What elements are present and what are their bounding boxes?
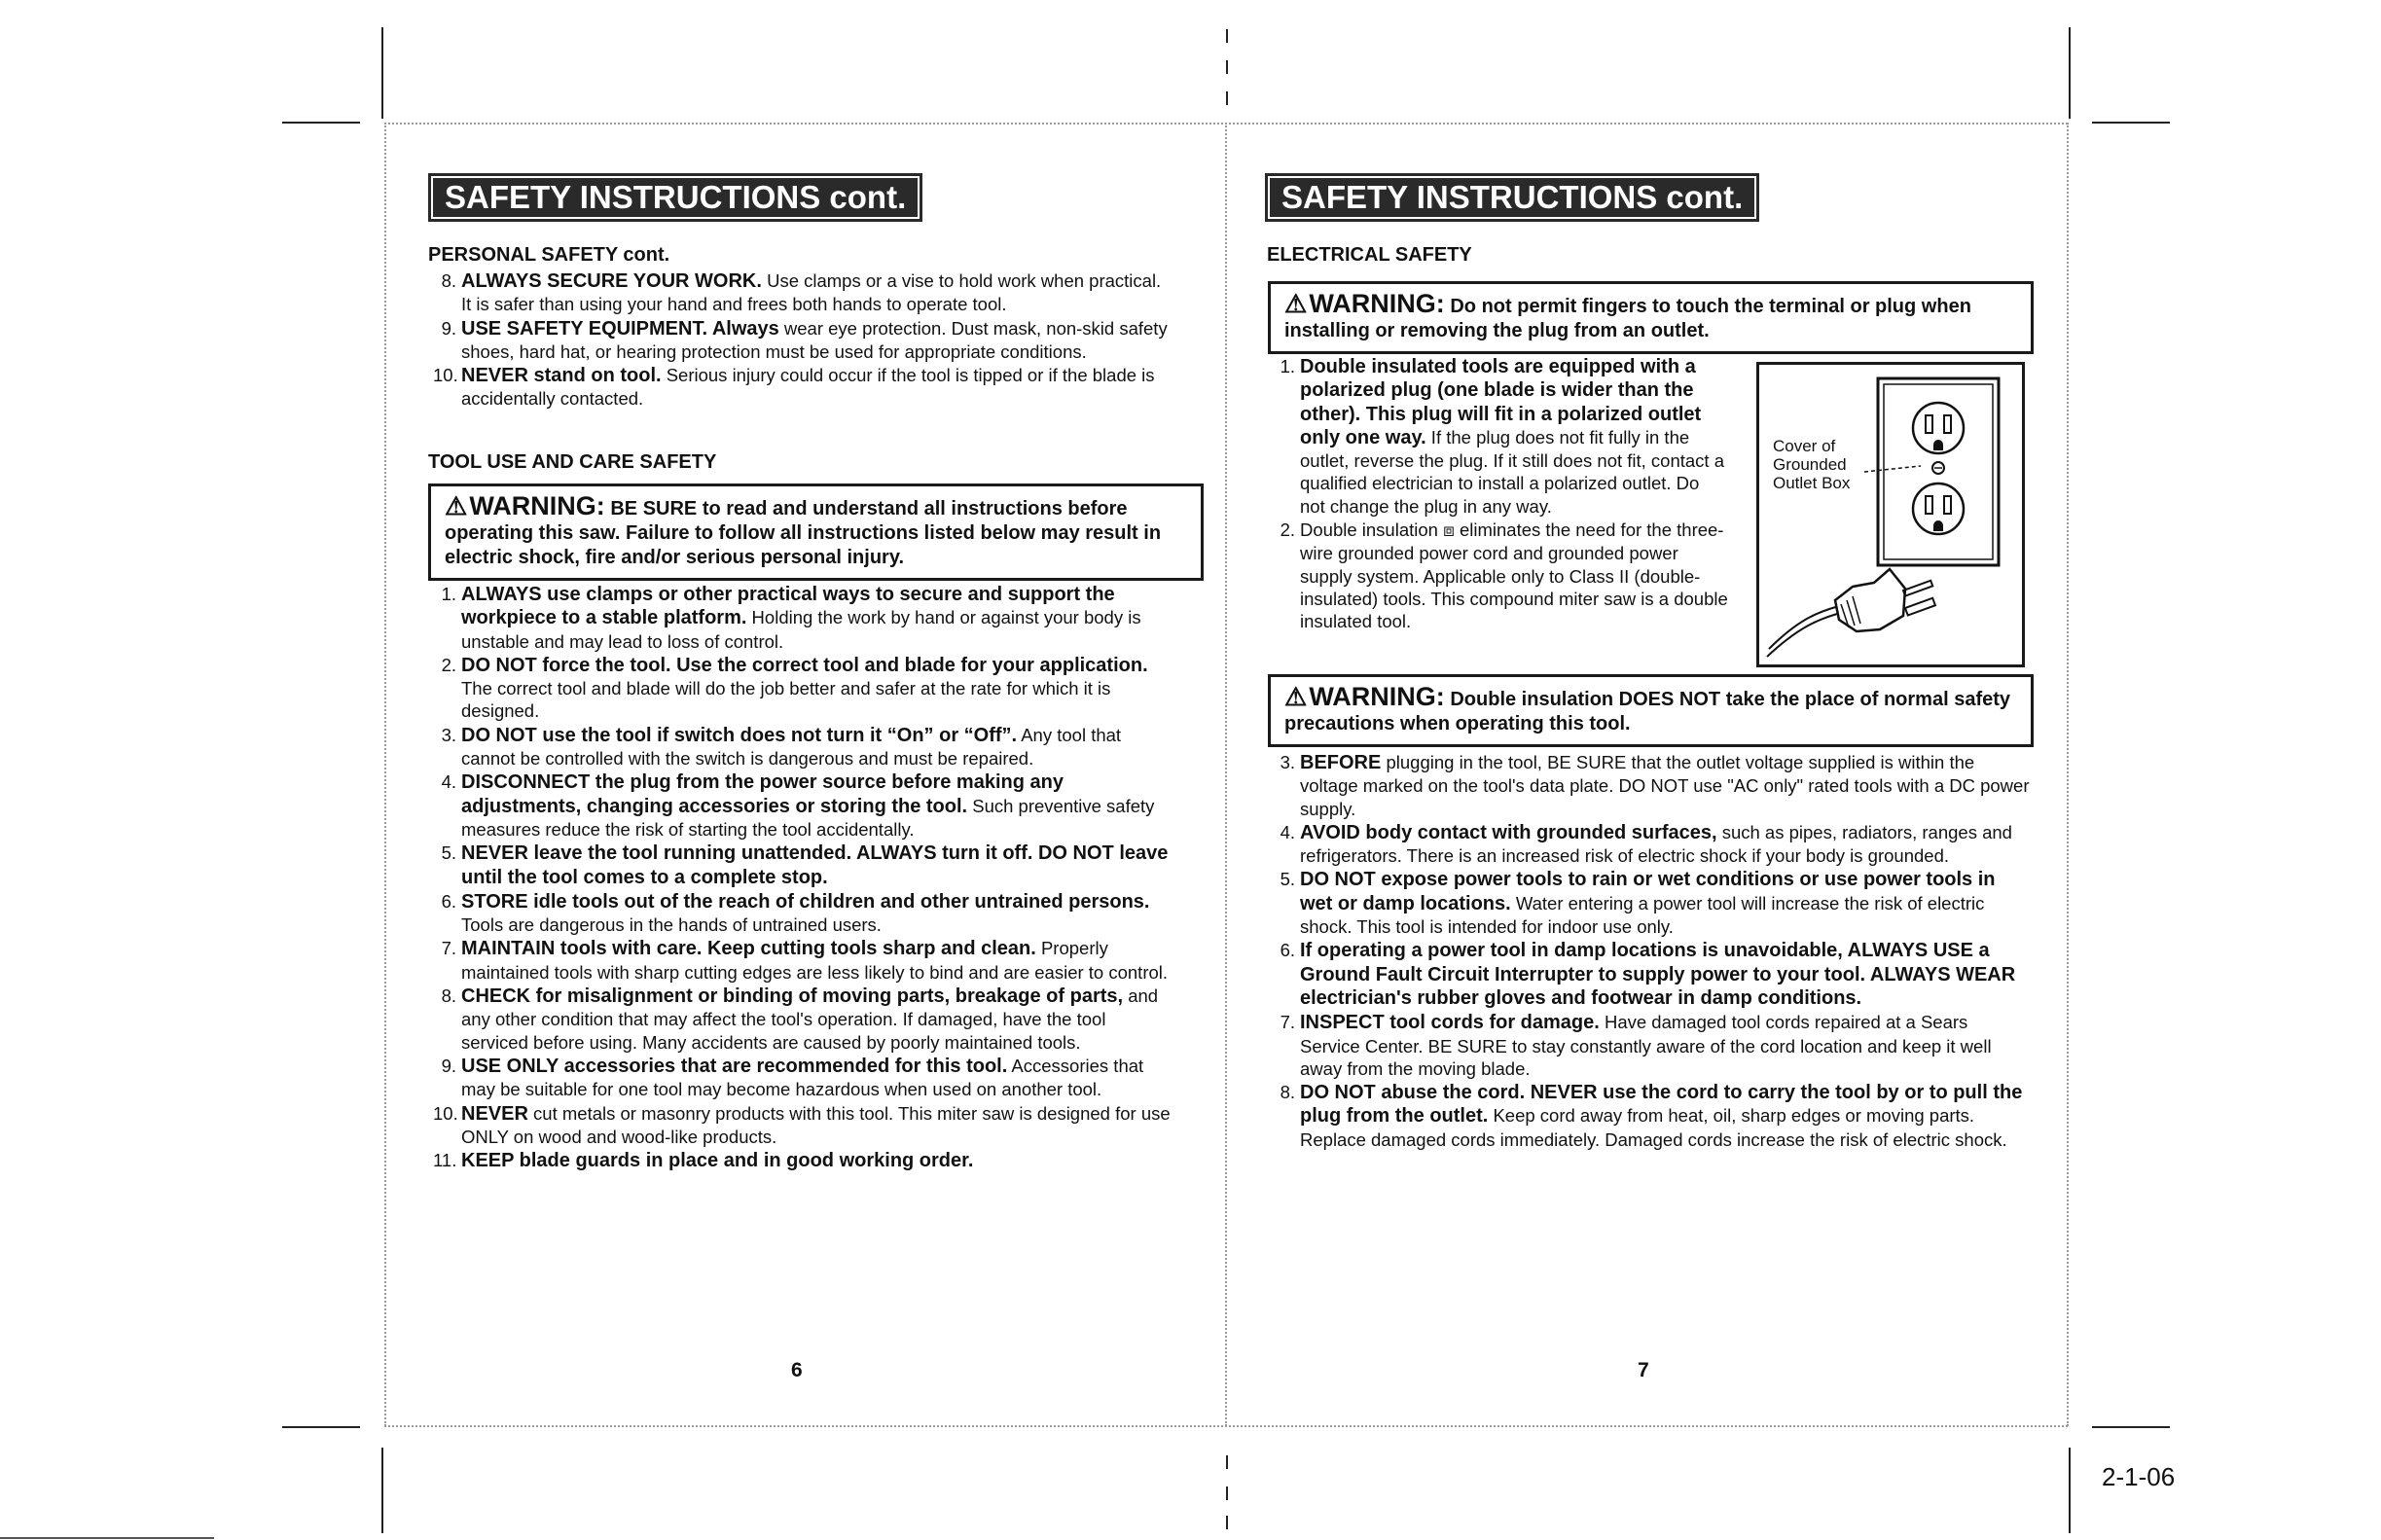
list-item <box>433 724 1177 770</box>
item-lead-text: NEVER leave the tool running unattended. ALWAYS turn it off. DO NOT leave until the tool comes to a complete stop. <box>461 842 1169 888</box>
warning-word: WARNING: <box>1309 289 1445 318</box>
fold-line <box>1225 123 1227 1426</box>
list-item <box>433 842 1177 889</box>
warning-box <box>428 483 1204 581</box>
item-lead-text: If operating a power tool in damp locations is unavoidable, ALWAYS USE a Ground Fault Circuit Interrupter to supply power to your tool. ALWAYS WEAR electrician's rubber gloves and footwear in damp conditions. <box>1300 940 2016 1009</box>
warning-text: Do not permit fingers to touch the terminal or plug when installing or removing the plug from an outlet. <box>1284 296 1971 341</box>
item-number: 8. <box>441 270 456 291</box>
list-item <box>433 890 1177 937</box>
crop-mark <box>2092 122 2170 124</box>
item-lead-text: NEVER <box>461 1102 528 1125</box>
item-body-text: such as pipes, radiators, ranges and refrigerators. There is an increased risk of electric shock if your body is grounded. <box>1300 821 2012 867</box>
warning-triangle-icon: ⚠ <box>445 491 468 520</box>
list-item <box>1272 821 2031 868</box>
item-lead-text: NEVER stand on tool. <box>461 365 662 387</box>
item-body-text: The correct tool and blade will do the job better and safer at the rate for which it is designed. <box>461 678 1111 722</box>
crop-mark <box>381 27 383 119</box>
item-body-text: Tools are dangerous in the hands of untrained users. <box>461 914 882 936</box>
warning-text: Double insulation DOES NOT take the place of normal safety precautions when operating this tool. <box>1284 689 2011 734</box>
tool-use-title: TOOL USE AND CARE SAFETY <box>428 451 717 473</box>
item-lead-text: MAINTAIN tools with care. Keep cutting tools sharp and clean. <box>461 938 1036 960</box>
crop-mark <box>2092 1426 2170 1428</box>
electrical-safety-title: ELECTRICAL SAFETY <box>1267 244 1472 266</box>
item-lead-text: CHECK for misalignment or binding of moving parts, breakage of parts, <box>461 985 1124 1008</box>
two-prong-plug <box>1835 569 1905 631</box>
item-body-text: Accessories that may be suitable for one tool may become hazardous when used on another tool. <box>461 1055 1144 1100</box>
crop-mark <box>381 1448 383 1533</box>
center-mark <box>1226 29 1228 43</box>
item-number: 3. <box>441 724 456 745</box>
item-body-text: Water entering a power tool will increase the risk of electric shock. This tool is intended for indoor use only. <box>1300 892 1985 938</box>
electrical-list <box>1272 751 2031 1152</box>
item-body-text: wear eye protection. Dust mask, non-skid safety shoes, hard hat, or hearing protection must be used for appropriate conditions. <box>461 317 1168 362</box>
crop-mark <box>282 122 360 124</box>
item-lead-text: DO NOT force the tool. Use the correct tool and blade for your application. <box>461 654 1148 676</box>
page-number: 7 <box>1638 1359 1649 1381</box>
warning-word: WARNING: <box>1309 682 1445 711</box>
item-number: 7. <box>1280 1012 1295 1033</box>
item-lead-text: STORE idle tools out of the reach of children and other untrained persons. <box>461 890 1150 913</box>
item-lead-text: DISCONNECT the plug from the power source before making any adjustments, changing accessories or storing the tool. <box>461 771 1064 817</box>
outlet-plug-illustration <box>1759 365 2022 664</box>
item-body-text: plugging in the tool, BE SURE that the outlet voltage supplied is within the voltage marked on the tool's data plate. DO NOT use "AC only" rated tools with a DC power supply. <box>1300 752 2030 819</box>
item-number: 10. <box>433 365 458 386</box>
item-number: 2. <box>441 654 456 675</box>
item-number: 11. <box>433 1150 457 1171</box>
trim-line <box>2067 123 2069 1426</box>
bottom-left-rule <box>0 1537 214 1539</box>
list-item <box>433 1055 1177 1101</box>
list-item <box>433 317 1172 364</box>
item-number: 1. <box>1280 356 1295 376</box>
item-lead-text: DO NOT abuse the cord. NEVER use the cord to carry the tool by or to pull the plug from the outlet. <box>1300 1082 2023 1128</box>
item-number: 4. <box>1280 821 1295 842</box>
electrical-list <box>1272 355 1729 634</box>
list-item <box>1272 939 2031 1010</box>
crop-mark <box>282 1426 360 1428</box>
item-body-text: Any tool that cannot be controlled with the switch is dangerous and must be repaired. <box>461 724 1122 770</box>
item-lead-text: BEFORE <box>1300 752 1382 773</box>
list-item <box>1272 1081 2031 1151</box>
item-body-text: Use clamps or a vise to hold work when practical. It is safer than using your hand and frees both hands to operate tool. <box>461 270 1162 315</box>
item-number: 7. <box>441 938 456 959</box>
list-item <box>1272 868 2031 938</box>
item-lead-text: USE ONLY accessories that are recommended for this tool. <box>461 1055 1008 1077</box>
item-body-text: Such preventive safety measures reduce the risk of starting the tool accidentally. <box>461 795 1155 840</box>
section-banner: SAFETY INSTRUCTIONS cont. <box>428 173 922 222</box>
list-item <box>433 1149 1177 1172</box>
item-body-text: If the plug does not fit fully in the outlet, reverse the plug. If it still does not fit, contact a qualified electrician to install a polarized outlet. Do not change the plug in any way. <box>1300 426 1725 517</box>
item-body-text: Double insulation ⧈ eliminates the need for the three-wire grounded power cord and grounded power supply system. Applicable only to Class II (double-insulated) tools. This compound miter saw is a double insulated tool. <box>1300 519 1728 632</box>
item-lead-text: Double insulated tools are equipped with a polarized plug (one blade is wider than the other). This plug will fit in a polarized outlet only one way. <box>1300 356 1702 448</box>
center-mark <box>1226 1486 1228 1500</box>
item-number: 9. <box>441 317 456 339</box>
list-item <box>1272 355 1729 518</box>
list-item <box>433 364 1172 411</box>
list-item <box>433 269 1172 316</box>
document-code: 2-1-06 <box>2102 1462 2176 1491</box>
list-item <box>1272 519 1729 632</box>
item-lead-text: KEEP blade guards in place and in good working order. <box>461 1150 974 1172</box>
item-number: 6. <box>441 890 456 912</box>
center-mark <box>1226 91 1228 105</box>
list-item <box>433 1102 1177 1149</box>
list-item <box>433 583 1177 653</box>
section-banner: SAFETY INSTRUCTIONS cont. <box>1265 173 1759 222</box>
warning-text: BE SURE to read and understand all instructions before operating this saw. Failure to follow all instructions listed below may result in electric shock, fire and/or serious personal injury. <box>445 498 1162 568</box>
item-lead-text: DO NOT expose power tools to rain or wet conditions or use power tools in wet or damp locations. <box>1300 869 1996 914</box>
list-item <box>1272 751 2031 820</box>
item-number: 8. <box>1280 1082 1295 1103</box>
list-item <box>433 654 1177 723</box>
personal-safety-list <box>433 269 1172 412</box>
item-lead-text: ALWAYS SECURE YOUR WORK. <box>461 270 762 292</box>
warning-triangle-icon: ⚠ <box>1284 289 1308 318</box>
warning-word: WARNING: <box>469 491 605 520</box>
item-body-text: Keep cord away from heat, oil, sharp edges or moving parts. Replace damaged cords immediately. Damaged cords increase the risk of electric shock. <box>1300 1105 2007 1150</box>
list-item <box>433 770 1177 841</box>
item-number: 5. <box>441 842 456 864</box>
item-number: 8. <box>441 985 456 1007</box>
list-item <box>433 937 1177 984</box>
item-body-text: Have damaged tool cords repaired at a Sears Service Center. BE SURE to stay constantly aware of the cord location and keep it well away from the moving blade. <box>1300 1012 1992 1079</box>
item-number: 3. <box>1280 752 1295 772</box>
crop-mark <box>2069 1448 2071 1533</box>
item-body-text: and any other condition that may affect the tool's operation. If damaged, have the tool serviced before using. Many accidents are caused by poorly maintained tools. <box>461 985 1159 1053</box>
power-cord <box>1767 614 1837 657</box>
center-mark <box>1226 60 1228 74</box>
outlet-figure <box>1756 362 2025 667</box>
item-lead-text: INSPECT tool cords for damage. <box>1300 1012 1600 1034</box>
item-number: 10. <box>433 1102 458 1124</box>
crop-mark <box>2069 27 2071 119</box>
outlet-cover-plate <box>1878 378 1999 565</box>
item-number: 9. <box>441 1055 456 1076</box>
item-lead-text: USE SAFETY EQUIPMENT. Always <box>461 317 779 340</box>
center-mark <box>1226 1455 1228 1469</box>
item-body-text: Serious injury could occur if the tool is tipped or if the blade is accidentally contacted. <box>461 365 1155 410</box>
list-item <box>433 985 1177 1054</box>
personal-safety-title: PERSONAL SAFETY cont. <box>428 244 670 266</box>
item-number: 2. <box>1280 519 1295 541</box>
item-number: 1. <box>441 584 456 604</box>
item-lead-text: AVOID body contact with grounded surfaces, <box>1300 821 1717 843</box>
item-body-text: Properly maintained tools with sharp cutting edges are less likely to bind and are easier to control. <box>461 938 1169 983</box>
page-number: 6 <box>791 1359 803 1381</box>
item-body-text: cut metals or masonry products with this tool. This miter saw is designed for use ONLY on wood and wood-like products. <box>461 1102 1171 1147</box>
item-lead-text: ALWAYS use clamps or other practical ways to secure and support the workpiece to a stable platform. <box>461 584 1115 629</box>
item-number: 4. <box>441 771 456 793</box>
warning-box <box>1268 281 2034 354</box>
list-item <box>1272 1011 2031 1080</box>
item-number: 6. <box>1280 940 1295 961</box>
figure-label: Cover of Grounded Outlet Box <box>1773 437 1851 492</box>
warning-triangle-icon: ⚠ <box>1284 682 1308 711</box>
warning-box <box>1268 674 2034 747</box>
tool-safety-list <box>433 583 1177 1173</box>
center-mark <box>1226 1516 1228 1529</box>
item-number: 5. <box>1280 869 1295 890</box>
item-body-text: Holding the work by hand or against your body is unstable and may lead to loss of control. <box>461 607 1141 652</box>
trim-line <box>384 123 386 1426</box>
item-lead-text: DO NOT use the tool if switch does not turn it “On” or “Off”. <box>461 724 1018 746</box>
